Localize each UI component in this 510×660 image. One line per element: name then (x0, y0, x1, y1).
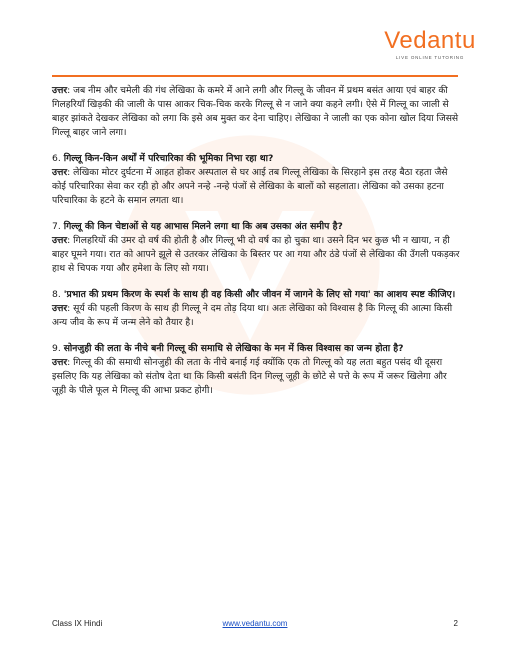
answer-text: : जब नीम और चमेली की गंध लेखिका के कमरे में आने लगी और गिल्लू के जीवन में प्रथम बसंत आया एवं बाहर की गिलहरियाँ खिड़की की जाली के पास आकर चिक-चिक करके गिल्लू से न जाने क्या कहने लगी। ऐसे में गिल्लू का जाली से बाहर झांकते देखकर लेखिका को लगा कि इसे अब मुक्त कर देना चाहिए। लेखिका ने जाली का एक कोना खोल दिया जिससे गिल्लू बाहर जाने लगा। (52, 85, 459, 138)
answer-label: उत्तर (52, 85, 68, 96)
qa-block-6 (52, 152, 462, 208)
logo-wordmark: Vedantu (384, 27, 476, 54)
answer (52, 234, 462, 276)
qa-block-8 (52, 288, 462, 330)
question (52, 152, 462, 166)
footer-class-label: Class IX Hindi (52, 619, 103, 628)
answer (52, 302, 462, 330)
logo-tagline: LIVE ONLINE TUTORING (395, 55, 465, 60)
question (52, 220, 462, 234)
answer-text: : गिलहरियों की उमर दो वर्ष की होती है और गिल्लू भी दो वर्ष का हो चुका था। उसने दिन भर कुछ भी न खाया, न ही बाहर घूमने गया। रात को आपने झूले से उतरकर लेखिका के बिस्तर पर आ गया और ठंडे पंजों से लेखिका की उँगली पकड़कर हाथ से चिपक गया और हमेशा के लिए सो गया। (52, 235, 460, 274)
answer-label: उत्तर (52, 167, 68, 178)
vedantu-logo[interactable] (380, 28, 480, 60)
question-text: 'प्रभात की प्रथम किरण के स्पर्श के साथ ही वह किसी और जीवन में जागने के लिए सो गया' का आशय स्पष्ट कीजिए। (63, 289, 456, 300)
answer (52, 166, 462, 208)
question-number: 7. (52, 221, 61, 232)
answer-text: : गिल्लू की की समाधी सोनजुही की लता के नीचे बनाई गई क्योंकि एक तो गिल्लू को यह लता बहुत पसंद थी दूसरा इसलिए कि यह लेखिका को संतोष देता था कि किसी बसंती दिन गिल्लू जूही के छोटे से पत्ते के रूप में जरूर खिलेगा और जूही के पीले फूल मे गिल्लू की आभा प्रकट होगी। (52, 357, 447, 396)
answer-label: उत्तर (52, 357, 68, 368)
question-text: गिल्लू किन-किन अर्थों में परिचारिका की भूमिका निभा रहा था? (63, 153, 274, 164)
main-content (52, 84, 462, 410)
qa-block-9 (52, 342, 462, 398)
question-number: 8. (52, 289, 61, 300)
qa-block-7 (52, 220, 462, 276)
question-text: गिल्लू की किन चेष्टाओं से यह आभास मिलने लगा था कि अब उसका अंत समीप है? (63, 221, 343, 232)
question (52, 342, 462, 356)
page-number: 2 (453, 619, 458, 628)
answer-text: : सूर्य की पहली किरण के साथ ही गिल्लू ने दम तोड़ दिया था। अतः लेखिका को विश्वास है कि गिल्लू की आत्मा किसी अन्य जीव के रूप में जन्म लेने को तैयार है। (52, 303, 453, 328)
answer (52, 356, 462, 398)
question (52, 288, 462, 302)
qa-block-5 (52, 84, 462, 140)
footer-website-link[interactable]: www.vedantu.com (222, 619, 288, 628)
question-number: 6. (52, 153, 61, 164)
answer-label: उत्तर (52, 235, 68, 246)
answer-label: उत्तर (52, 303, 68, 314)
answer-text: : लेखिका मोटर दुर्घटना में आहत होकर अस्पताल से घर आई तब गिल्लू लेखिका के सिरहाने इस तरह बैठा रहता जैसे कोई परिचारिका सेवा कर रही हो और अपने नन्हे -नन्हे पंजों से लेखिका के बालों को सहलाता। लेखिका को उसका हटना परिचारिका के हटने के समान लगता था। (52, 167, 448, 206)
question-text: सोनजुही की लता के नीचे बनी गिल्लू की समाधि से लेखिका के मन में किस विश्वास का जन्म होता है? (63, 343, 404, 354)
header-rule (52, 75, 458, 77)
question-number: 9. (52, 343, 61, 354)
